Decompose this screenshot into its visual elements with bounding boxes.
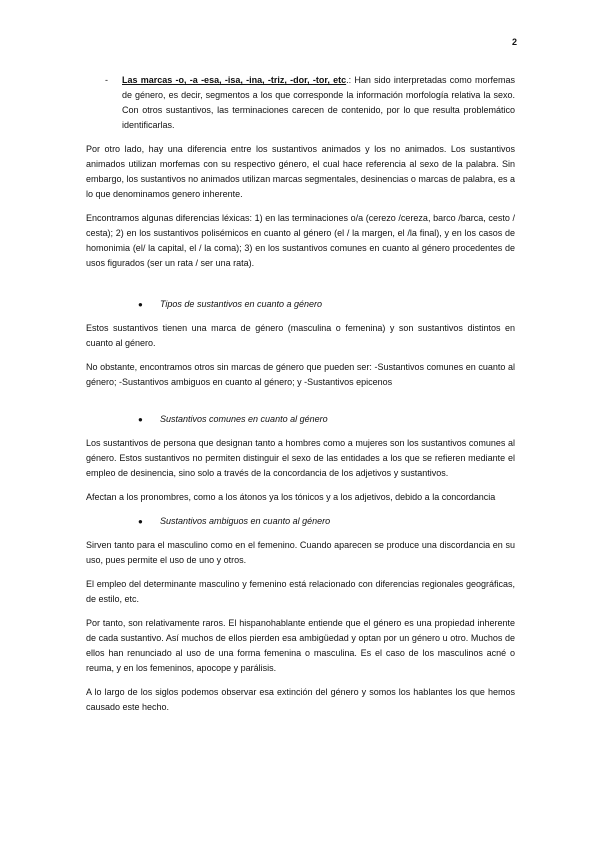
section-heading — [138, 297, 515, 312]
paragraph: Estos sustantivos tienen una marca de género (masculina o femenina) y son sustantivos distintos en cuanto al género. — [86, 323, 515, 348]
section-heading-text: Tipos de sustantivos en cuanto a género — [160, 299, 323, 309]
paragraph: Afectan a los pronombres, como a los átonos ya los tónicos y a los adjetivos, debido a la concordancia — [86, 492, 496, 502]
list-dash: - — [105, 75, 108, 85]
bullet-icon: ● — [138, 415, 143, 424]
paragraph: Por otro lado, hay una diferencia entre los sustantivos animados y los no animados. Los sustantivos animados utilizan morfemas con su respectivo género, el cual hace referencia al sexo de la palabra. Sin embargo, los sustantivos no animados utilizan marcas segmentales, desinencias o marcas de palabra, es a lo que denominamos genero inherente. — [86, 144, 515, 199]
page-number: 2 — [511, 37, 517, 47]
section-heading-text: Sustantivos ambiguos en cuanto al género — [160, 516, 331, 526]
section-heading — [138, 514, 515, 529]
paragraph: Sirven tanto para el masculino como en el femenino. Cuando aparecen se produce una discordancia en su uso, pues permite el uso de uno y otros. — [86, 540, 515, 565]
bullet-icon: ● — [138, 300, 143, 309]
paragraph: El empleo del determinante masculino y femenino está relacionado con diferencias regionales geográficas, de estilo, etc. — [86, 579, 515, 604]
paragraph: A lo largo de los siglos podemos observar esa extinción del género y somos los hablantes los que hemos causado este hecho. — [86, 687, 515, 712]
paragraph: Por tanto, son relativamente raros. El hispanohablante entiende que el género es una propiedad inherente de cada sustantivo. Así muchos de ellos pierden esa ambigüedad y optan por un género u otro. Muchos de ellos han renunciado al uso de una forma femenina o masculina. Es el caso de los masculinos acné o reuma, y en los femeninos, apocope y parálisis. — [86, 618, 515, 673]
paragraph: No obstante, encontramos otros sin marcas de género que pueden ser: -Sustantivos comunes en cuanto al género; -Sustantivos ambiguos en cuanto al género; y -Sustantivos epicenos — [86, 362, 515, 387]
section-heading-text: Sustantivos comunes en cuanto al género — [160, 414, 328, 424]
paragraph: Los sustantivos de persona que designan tanto a hombres como a mujeres son los sustantivos comunes al género. Estos sustantivos no permiten distinguir el sexo de las entidades a los que se refieren mediante el empleo de desinencia, sino solo a través de la concordancia de los adjetivos y sustantivos. — [86, 438, 515, 478]
section-heading — [138, 412, 515, 427]
list-item-lead: Las marcas -o, -a -esa, -isa, -ina, -triz, -dor, -tor, etc — [122, 75, 347, 85]
bullet-icon: ● — [138, 517, 143, 526]
paragraph: Encontramos algunas diferencias léxicas: 1) en las terminaciones o/a (cerezo /cereza, barco /barca, cesto / cesta); 2) en los sustantivos polisémicos en cuanto al género (el / la margen, el /la final), y en los casos de homonimia (el/ la capital, el / la coma); 3) en los sustantivos comunes en cuanto al género procedentes de usos figurados (ser un rata / ser una rata). — [86, 213, 515, 268]
list-item — [105, 73, 515, 133]
list-item-text: .: Han sido interpretadas como morfemas de género, es decir, segmentos a los que corresponde la información morfología relativa la sexo. Con otros sustantivos, las terminaciones carecen de contenido, por lo que resulta problemático identificarlas. — [122, 75, 515, 130]
document-body — [86, 73, 515, 724]
